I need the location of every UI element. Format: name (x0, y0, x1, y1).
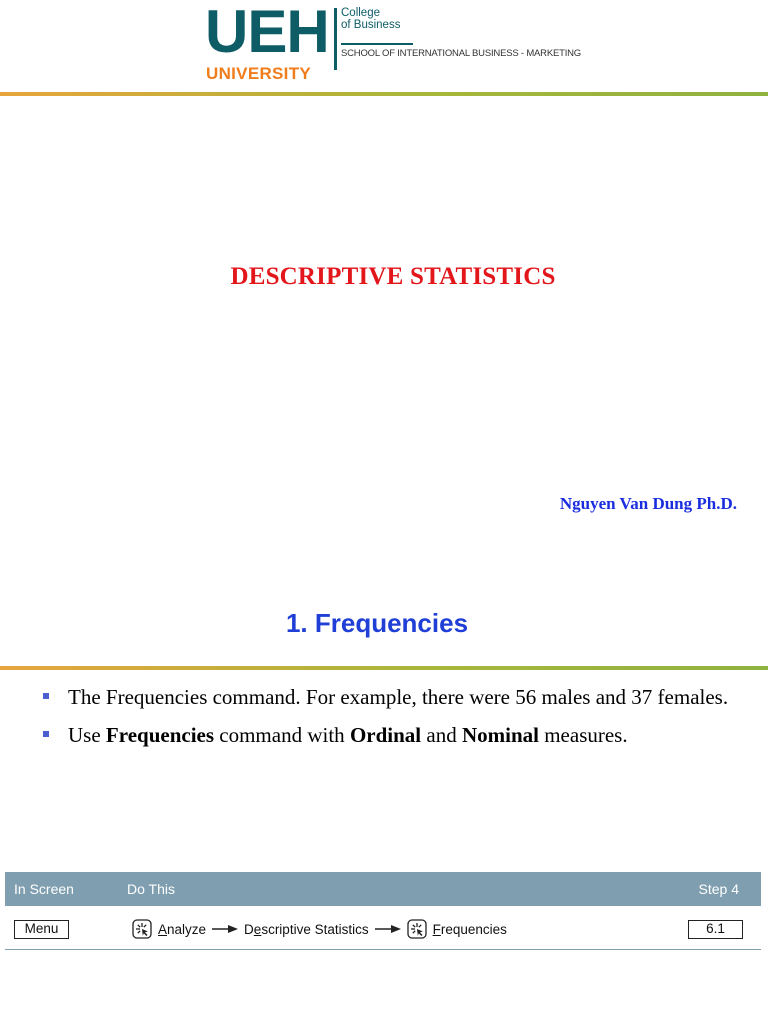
bullet2-bold-ordinal: Ordinal (349, 723, 422, 747)
arrow-right-icon (375, 924, 401, 934)
bullet-list (40, 684, 740, 760)
bullet-text-1: The Frequencies command. For example, there were 56 males and 37 females. (68, 685, 729, 709)
logo-underline (341, 43, 413, 45)
header-step: Step 4 (698, 881, 739, 897)
menu-label-box: Menu (14, 920, 69, 939)
bullet2-text-part: command with (214, 723, 350, 747)
bullet2-text-part: and (421, 723, 462, 747)
click-icon (132, 919, 152, 939)
desc-first: D (244, 921, 254, 937)
frequencies-slide (0, 576, 768, 1024)
step-table-row (5, 908, 761, 950)
logo-school-text: SCHOOL OF INTERNATIONAL BUSINESS - MARKETING (341, 48, 581, 59)
step-number-box: 6.1 (688, 920, 743, 939)
logo-ueh-text: UEH (205, 0, 329, 65)
bullet-text-2 (68, 723, 628, 747)
ueh-logo (205, 0, 585, 84)
click-icon (407, 919, 427, 939)
logo-divider (334, 8, 337, 70)
analyze-rest: nalyze (167, 921, 207, 937)
logo-college-line1: College (341, 7, 380, 19)
logo-university-text: UNIVERSITY (206, 64, 312, 83)
menu-path (132, 919, 507, 939)
desc-mnemonic: e (253, 921, 262, 937)
header-in-screen: In Screen (14, 881, 74, 897)
menu-analyze (158, 922, 206, 937)
analyze-mnemonic: A (158, 921, 168, 937)
slide-title: DESCRIPTIVE STATISTICS (230, 263, 556, 290)
header-gradient-bar (0, 92, 768, 96)
heading-gradient-bar (0, 666, 768, 670)
step-table-header (5, 872, 761, 906)
header-do-this: Do This (127, 881, 175, 897)
bullet-item-2 (40, 722, 740, 748)
bullet2-text-part: Use (68, 723, 106, 747)
section-heading: 1. Frequencies (285, 608, 469, 638)
menu-descriptive-statistics (244, 922, 369, 937)
bullet2-text-part: measures. (538, 723, 628, 747)
arrow-right-icon (212, 924, 238, 934)
desc-rest: scriptive Statistics (261, 921, 369, 937)
freq-rest: requencies (440, 921, 507, 937)
freq-mnemonic: F (432, 921, 441, 937)
square-bullet-icon (43, 693, 49, 699)
bullet2-bold-nominal: Nominal (461, 723, 539, 747)
bullet2-bold-frequencies: Frequencies (105, 723, 215, 747)
logo-college-text (341, 7, 400, 31)
logo-college-line2: of Business (341, 19, 401, 31)
square-bullet-icon (43, 731, 49, 737)
author-name: Nguyen Van Dung Ph.D. (559, 494, 737, 513)
menu-frequencies (433, 922, 507, 937)
bullet-item-1 (40, 684, 740, 710)
